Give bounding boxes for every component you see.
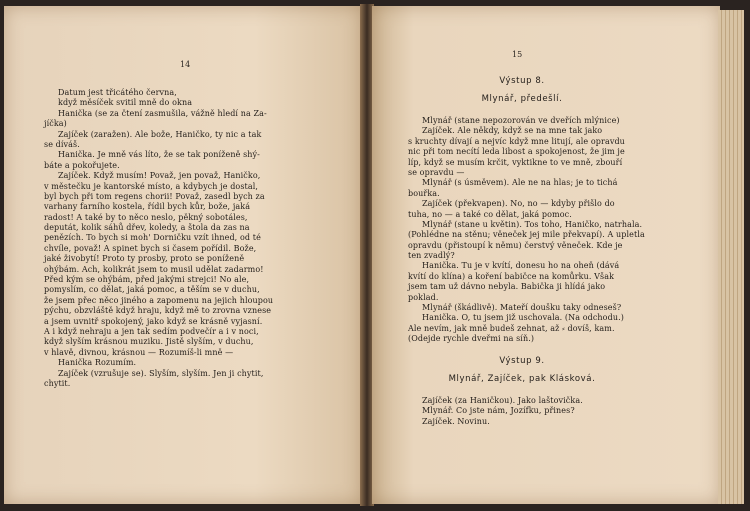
text-line: Zajíček. Když musím! Považ, jen považ, Haničko, [58, 171, 261, 181]
scene-8-title: Výstup 8. [499, 76, 545, 86]
text-line: Hanička (se za čtení zasmušila, vážně hledí na Za- [58, 108, 267, 118]
text-line: se opravdu — [408, 167, 465, 177]
text-line: poklad. [408, 292, 439, 302]
left-page-number: 14 [180, 60, 191, 69]
text-line: varhany farního kostela, řídil bych kůr, bože, jaká [44, 202, 251, 212]
text-line: ten zvadlý? [408, 251, 455, 261]
text-line: Zajíček (za Haničkou). Jako laštovička. [422, 396, 583, 405]
text-line: Zajíček. Ale někdy, když se na mne tak jako [422, 126, 603, 136]
text-line: ohýbám. Ach, kolikrát jsem to musil udělat zadarmo! [44, 264, 264, 274]
text-line: deputát, kolik sáhů dřev, koledy, a štola da zas na [44, 223, 250, 233]
text-line: Hanička. Je mně vás líto, že se tak poníženě shý- [58, 150, 260, 160]
text-line: Mlynář (stane nepozorován ve dveřích mlýnice) [422, 116, 620, 125]
text-line: byl bych při tom regens chorii! Považ, zasedl bych za [44, 191, 265, 201]
text-line: (Odejde rychle dveřmi na síň.) [408, 334, 535, 344]
text-line: jaké živobytí! Proto ty prosby, proto se poníženě [44, 254, 245, 264]
scene-8-cast: Mlynář, předešlí. [481, 94, 563, 104]
text-line: pomyslím, co dělat, jaká pomoc, a těším se v duchu, [44, 285, 260, 295]
text-line: Ale nevím, jak mně budeš zehnat, až ⸗ dovíš, kam. [408, 323, 615, 333]
text-line: Hanička. O, tu jsem již uschovala. (Na odchodu.) [422, 313, 624, 323]
text-line: s kruchty dívají a nejvíc když mne litují, ale opravdu [408, 136, 625, 146]
text-line: Mlynář. Co jste nám, Jozífku, přines? [422, 406, 575, 416]
text-line: v hlavě, divnou, krásnou — Rozumíš-li mně — [44, 347, 234, 357]
text-line: že jsem přec něco jiného a zapomenu na jejich hloupou [44, 295, 274, 305]
page-edges [718, 10, 744, 504]
text-line: Mlynář (stane u květin). Tos toho, Haničko, natrhala. [422, 219, 643, 229]
text-line: Mlynář (škádlivě). Mateří doušku taky odneseš? [422, 303, 622, 313]
text-line: penězích. To bych si moh' Dorničku vzít ihned, od té [44, 233, 261, 243]
text-line: pýchu, obzvláště když hraju, když mě to zrovna vznese [44, 306, 272, 316]
text-line: kvítí do klína) a koření babičce na komůrku. Však [408, 271, 615, 281]
text-line: jsem tam už dávno nebyla. Babička ji hlídá jako [408, 282, 606, 292]
text-line: a jsem uvnitř spokojený, jako když se krásně vyjasní. [44, 316, 263, 326]
text-line: jíčka) [44, 119, 67, 129]
text-line: radost! A také by to něco neslo, pěkný sobotáles, [44, 212, 248, 222]
text-line: když slyším krásnou muziku. Jistě slyším, v duchu, [44, 337, 254, 347]
right-page [372, 6, 720, 504]
scene-9-cast: Mlynář, Zajíček, pak Klásková. [448, 374, 596, 384]
text-line: Hanička Rozumím. [58, 358, 137, 368]
text-line: Datum jest třicátého června, [58, 88, 177, 97]
text-line: opravdu (přistoupí k němu) čerstvý věneček. Kde je [408, 240, 623, 250]
text-line: se díváš. [44, 139, 80, 149]
left-page [4, 6, 362, 504]
left-page-text [44, 88, 273, 389]
scene-9-title: Výstup 9. [499, 356, 545, 366]
text-line: A i když nehraju a jen tak sedím podvečír a i v noci, [44, 326, 259, 336]
text-line: když měsíček svitil mně do okna [58, 98, 193, 108]
text-line: Hanička. Tu je v kvítí, donesu ho na oheň (dává [422, 261, 620, 271]
text-line: v městečku je kantorské místo, a kdybych je dostal, [44, 181, 259, 191]
scene-9-text [408, 396, 583, 427]
text-line: líp, když se musím krčit, vyktikne to ve mně, zbouří [408, 157, 623, 167]
text-line: bouřka. [408, 188, 440, 198]
text-line: Zajíček (zaražen). Ale bože, Haničko, ty nic a tak [58, 129, 262, 139]
text-line: Zajíček. Novinu. [422, 416, 490, 426]
scene-8-text [408, 116, 645, 345]
text-line: Mlynář (s úsměvem). Ale ne na hlas; je to tichá [422, 178, 618, 188]
text-line: chytit. [44, 378, 71, 388]
text-line: báte a pokořujete. [44, 160, 120, 170]
text-line: chvíle, považ! A spinet bych si časem pořídil. Bože, [44, 243, 257, 253]
text-line: Zajíček (překvapen). No, no — kdyby přišlo do [422, 199, 615, 209]
text-line: (Pohlédne na stěnu; věneček jej mile překvapí). A upletla [408, 230, 645, 240]
text-line: Před kým se ohýbám, před jakými strejci! No ale, [44, 275, 250, 285]
right-page-number: 15 [512, 50, 523, 59]
text-line: Zajíček (vzrušuje se). Slyším, slyším. Jen ji chytit, [58, 368, 264, 378]
text-line: tuha, no — a také co dělat, jaká pomoc. [408, 209, 572, 219]
text-line: nic při tom necítí leda libost a spokojenost, že jim je [408, 147, 625, 157]
